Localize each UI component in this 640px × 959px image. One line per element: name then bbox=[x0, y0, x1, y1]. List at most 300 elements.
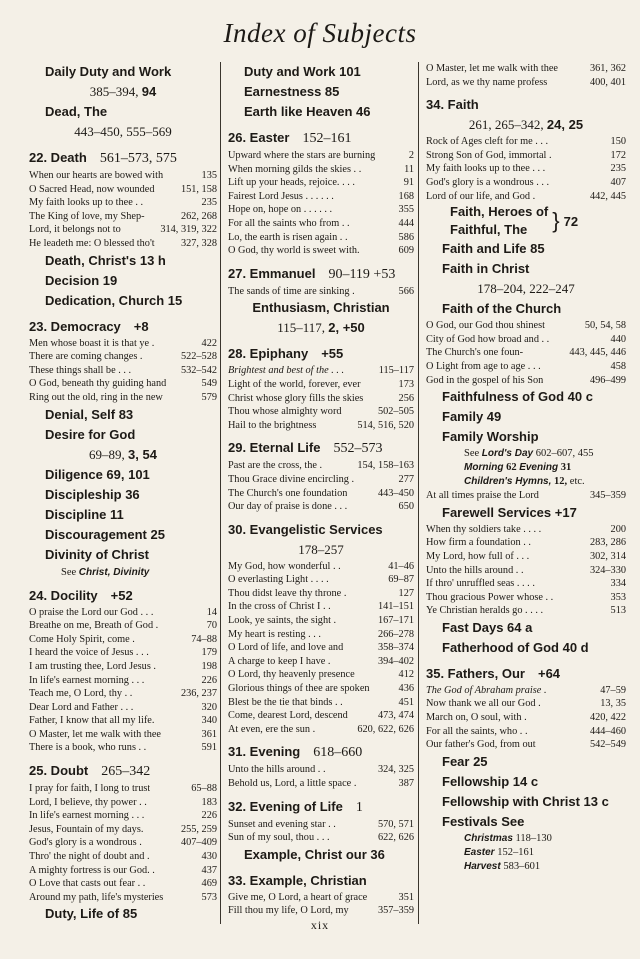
see-reference bbox=[29, 565, 217, 580]
hymn-entry bbox=[228, 573, 414, 587]
hymn-pages: 314, 319, 322 bbox=[160, 224, 217, 236]
hymn-entry bbox=[29, 633, 217, 647]
index-heading: Fatherhood of God 40 d bbox=[442, 639, 589, 655]
section-label: 33. Example, Christian bbox=[228, 872, 367, 888]
page-ranges bbox=[29, 82, 217, 102]
hymn-first-line: O Sacred Head, now wounded bbox=[29, 183, 155, 195]
hymn-pages: 407–409 bbox=[180, 837, 217, 849]
hymn-pages: 650 bbox=[398, 501, 414, 513]
ref-title: Harvest bbox=[464, 860, 501, 872]
hymn-pages: 2 bbox=[408, 150, 414, 161]
hymn-first-line: For all the saints, who . . bbox=[426, 725, 528, 737]
hymn-first-line: He leadeth me: O blessed tho't bbox=[29, 237, 155, 249]
ref-text: See bbox=[464, 448, 482, 460]
ref-title: Morning bbox=[464, 462, 504, 474]
hymn-first-line: Dear Lord and Father . . . bbox=[29, 701, 134, 713]
hymn-entry bbox=[29, 836, 217, 850]
hymn-first-line: O God, beneath thy guiding hand bbox=[29, 378, 167, 390]
hymn-entry bbox=[426, 149, 626, 163]
index-heading: Faith in Christ bbox=[442, 261, 530, 277]
hymn-pages: 320 bbox=[201, 701, 217, 713]
hymn-entry bbox=[426, 62, 626, 76]
hymn-entry bbox=[228, 723, 414, 737]
index-heading: Duty and Work 101 bbox=[244, 64, 361, 79]
hymn-pages: 168 bbox=[398, 190, 414, 202]
hymn-pages: 13, 35 bbox=[600, 698, 626, 710]
hymn-first-line: For all the saints who from . . bbox=[228, 217, 350, 229]
sub-reference bbox=[426, 447, 626, 461]
section-heading bbox=[29, 586, 217, 606]
hymn-first-line: O Lord of life, and love and bbox=[228, 642, 344, 654]
hymn-pages: 361, 362 bbox=[589, 63, 626, 74]
hymn-pages: 496–499 bbox=[589, 374, 626, 386]
hymn-first-line: Men whose boast it is that ye . bbox=[29, 337, 155, 349]
section-label: 32. Evening of Life bbox=[228, 798, 343, 814]
index-heading: Faith of the Church bbox=[442, 301, 562, 317]
hymn-pages: 345–359 bbox=[589, 490, 626, 502]
section-heading bbox=[29, 148, 217, 169]
hymn-pages: 150 bbox=[610, 136, 626, 148]
range-text: 443–450, 555–569 bbox=[74, 124, 172, 139]
hymn-first-line: There is a book, who runs . . bbox=[29, 742, 147, 754]
range-text: 178–204, 222–247 bbox=[477, 281, 575, 297]
hymn-entry bbox=[426, 725, 626, 739]
hymn-pages: 69–87 bbox=[388, 574, 414, 586]
hymn-entry bbox=[228, 655, 414, 669]
hymn-entry bbox=[228, 763, 414, 777]
ref-title: Evening bbox=[519, 462, 559, 474]
hymn-pages: 47–59 bbox=[600, 684, 626, 696]
hymn-entry bbox=[228, 614, 414, 628]
index-heading: Fear 25 bbox=[442, 753, 488, 769]
section-range: 265–342 bbox=[101, 764, 151, 780]
hymn-entry bbox=[29, 350, 217, 364]
ref-title: Lord's Day bbox=[481, 448, 534, 460]
section-heading bbox=[29, 317, 217, 337]
hymn-entry bbox=[228, 600, 414, 614]
hymn-first-line: My God, how wonderful . . bbox=[228, 560, 341, 572]
hymn-pages: 542–549 bbox=[589, 739, 626, 751]
hymn-pages: 91 bbox=[403, 177, 414, 189]
hymn-entry bbox=[228, 149, 414, 163]
hymn-entry bbox=[29, 337, 217, 351]
section-heading bbox=[228, 438, 414, 459]
hymn-pages: 437 bbox=[201, 864, 217, 876]
hymn-first-line: There are coming changes . bbox=[29, 351, 143, 363]
hymn-entry bbox=[29, 823, 217, 837]
hymn-pages: 473, 474 bbox=[377, 710, 414, 722]
hymn-pages: 394–402 bbox=[377, 655, 414, 667]
index-heading: Dedication, Church 15 bbox=[45, 292, 183, 308]
section-label: 23. Democracy bbox=[29, 318, 121, 334]
sub-reference bbox=[426, 475, 626, 489]
hymn-entry bbox=[426, 684, 626, 698]
hymn-number: 24, 25 bbox=[546, 117, 584, 133]
hymn-first-line: O Light from age to age . . . bbox=[426, 360, 541, 372]
brace-icon: } bbox=[552, 208, 560, 234]
hymn-number: 2, +50 bbox=[328, 320, 365, 336]
ref-text: 118–130 bbox=[512, 832, 552, 844]
hymn-entry bbox=[29, 183, 217, 197]
hymn-first-line: When our hearts are bowed with bbox=[29, 170, 164, 181]
hymn-first-line: Upward where the stars are burning bbox=[228, 150, 376, 161]
hymn-pages: 442, 445 bbox=[589, 190, 626, 202]
hymn-entry bbox=[426, 176, 626, 190]
hymn-first-line: Past are the cross, the . bbox=[228, 460, 323, 472]
hymn-pages: 440 bbox=[610, 333, 626, 345]
hymn-pages: 277 bbox=[398, 473, 414, 485]
hymn-first-line: Christ whose glory fills the skies bbox=[228, 392, 364, 404]
hymn-pages: 65–88 bbox=[191, 783, 217, 795]
hymn-entry bbox=[426, 360, 626, 374]
index-heading: Dead, The bbox=[45, 104, 108, 119]
index-heading: Farewell Services +17 bbox=[442, 504, 577, 520]
see-target: Christ, Divinity bbox=[78, 566, 150, 578]
section-range: 152–161 bbox=[302, 131, 352, 146]
hymn-pages: 11 bbox=[404, 163, 414, 175]
hymn-pages: 387 bbox=[398, 778, 414, 789]
hymn-pages: 620, 622, 626 bbox=[357, 723, 414, 735]
page-number: xix bbox=[310, 918, 330, 932]
hymn-first-line: How firm a foundation . . bbox=[426, 537, 531, 549]
hymn-pages: 183 bbox=[201, 796, 217, 808]
section-heading bbox=[228, 797, 414, 818]
section-heading bbox=[228, 871, 414, 891]
section-label: 31. Evening bbox=[228, 744, 301, 760]
hymn-entry bbox=[228, 285, 414, 299]
range-text: 385–394, bbox=[89, 84, 139, 99]
hymn-first-line: City of God how broad and . . bbox=[426, 333, 550, 345]
hymn-first-line: Lord, it belongs not to bbox=[29, 224, 121, 236]
section-label: 25. Doubt bbox=[29, 763, 89, 779]
sub-reference bbox=[426, 832, 626, 846]
hymn-entry bbox=[29, 741, 217, 755]
hymn-first-line: O Master, let me walk with thee bbox=[426, 63, 558, 74]
hymn-first-line: O Master, let me walk with thee bbox=[29, 728, 161, 740]
hymn-first-line: O Lord, thy heavenly presence bbox=[228, 669, 355, 681]
hymn-entry bbox=[426, 550, 626, 564]
hymn-first-line: I am trusting thee, Lord Jesus . bbox=[29, 660, 156, 672]
hymn-entry bbox=[228, 560, 414, 574]
index-heading: Faith, Heroes of bbox=[450, 204, 549, 220]
sub-reference bbox=[426, 860, 626, 874]
hymn-entry bbox=[426, 346, 626, 360]
hymn-first-line: My Lord, how full of . . . bbox=[426, 550, 530, 562]
hymn-entry bbox=[228, 709, 414, 723]
hymn-pages: 50, 54, 58 bbox=[584, 320, 626, 332]
hymn-pages: 173 bbox=[398, 378, 414, 390]
hymn-first-line: Strong Son of God, immortal . bbox=[426, 149, 552, 161]
hymn-entry bbox=[426, 135, 626, 149]
hymn-pages: 513 bbox=[610, 605, 626, 617]
hymn-first-line: Sunset and evening star . . bbox=[228, 818, 336, 830]
hymn-entry bbox=[228, 696, 414, 710]
hymn-entry bbox=[29, 646, 217, 660]
hymn-pages: 172 bbox=[610, 149, 626, 161]
hymn-first-line: Glorious things of thee are spoken bbox=[228, 683, 370, 695]
hymn-pages: 334 bbox=[610, 578, 626, 590]
hymn-pages: 353 bbox=[610, 591, 626, 603]
hymn-pages: 151, 158 bbox=[180, 183, 217, 195]
hymn-entry bbox=[426, 536, 626, 550]
hymn-first-line: O praise the Lord our God . . . bbox=[29, 606, 154, 618]
hymn-pages: 351 bbox=[398, 891, 414, 903]
hymn-entry bbox=[426, 523, 626, 537]
range-text: 178–257 bbox=[298, 541, 344, 557]
hymn-first-line: At even, ere the sun . bbox=[228, 723, 316, 735]
hymn-pages: 179 bbox=[201, 647, 217, 659]
hymn-entry bbox=[29, 210, 217, 224]
hymn-pages: 135 bbox=[201, 170, 217, 181]
hymn-first-line: Behold us, Lord, a little space . bbox=[228, 778, 357, 789]
hymn-first-line: Brightest and best of the . . . bbox=[228, 365, 345, 377]
index-heading: Faith and Life 85 bbox=[442, 241, 545, 257]
section-range: 618–660 bbox=[313, 745, 363, 761]
hymn-pages: 41–46 bbox=[388, 560, 414, 572]
hymn-entry bbox=[426, 319, 626, 333]
hymn-first-line: Thou gracious Power whose . . bbox=[426, 591, 554, 603]
hymn-entry bbox=[29, 782, 217, 796]
hymn-pages: 358–374 bbox=[377, 642, 414, 654]
section-heading bbox=[29, 761, 217, 782]
hymn-entry bbox=[29, 864, 217, 878]
hymn-first-line: In life's earnest morning . . . bbox=[29, 674, 145, 686]
hymn-pages: 226 bbox=[201, 810, 217, 822]
index-heading: Discipline 11 bbox=[45, 506, 124, 522]
hymn-entry bbox=[228, 419, 414, 433]
hymn-entry bbox=[228, 904, 414, 918]
hymn-first-line: The sands of time are sinking . bbox=[228, 285, 355, 297]
hymn-entry bbox=[228, 628, 414, 642]
ref-number: 62 bbox=[503, 462, 520, 474]
hymn-pages: 324–330 bbox=[589, 564, 626, 576]
index-heading: Diligence 69, 101 bbox=[45, 466, 150, 482]
section-label: 35. Fathers, Our bbox=[426, 665, 525, 681]
bracketed-headings bbox=[426, 203, 626, 239]
page-ranges bbox=[29, 445, 217, 465]
hymn-pages: 430 bbox=[201, 851, 217, 863]
hymn-pages: 236, 237 bbox=[180, 688, 217, 700]
hymn-pages: 340 bbox=[201, 715, 217, 727]
column-rule bbox=[418, 62, 419, 924]
ref-title: Easter bbox=[464, 846, 495, 858]
hymn-pages: 255, 259 bbox=[180, 823, 217, 835]
section-range: +64 bbox=[537, 665, 561, 681]
hymn-first-line: A mighty fortress is our God. . bbox=[29, 864, 155, 876]
section-range: +8 bbox=[133, 318, 149, 334]
hymn-pages: 127 bbox=[398, 587, 414, 599]
section-range: 552–573 bbox=[333, 441, 383, 457]
index-heading: Denial, Self 83 bbox=[45, 406, 134, 422]
hymn-first-line: Lift up your heads, rejoice. . . . bbox=[228, 177, 355, 189]
hymn-entry bbox=[426, 374, 626, 388]
hymn-first-line: Light of the world, forever, ever bbox=[228, 378, 361, 390]
hymn-first-line: Thou Grace divine encircling . bbox=[228, 473, 355, 485]
hymn-first-line: Father, I know that all my life. bbox=[29, 715, 155, 727]
hymn-first-line: Breathe on me, Breath of God . bbox=[29, 620, 159, 632]
hymn-first-line: Thou didst leave thy throne . bbox=[228, 587, 347, 599]
hymn-entry bbox=[29, 619, 217, 633]
hymn-pages: 622, 626 bbox=[377, 832, 414, 844]
hymn-first-line: March on, O soul, with . bbox=[426, 712, 527, 724]
hymn-pages: 302, 314 bbox=[589, 550, 626, 562]
hymn-first-line: The Church's one foun- bbox=[426, 347, 524, 359]
hymn-first-line: Lord, as we thy name profess bbox=[426, 76, 548, 88]
hymn-entry bbox=[29, 809, 217, 823]
page-ranges bbox=[228, 318, 414, 338]
hymn-first-line: Unto the hills around . . bbox=[426, 564, 524, 576]
hymn-pages: 444 bbox=[398, 217, 414, 229]
ref-text: 583–601 bbox=[500, 860, 541, 872]
hymn-entry bbox=[228, 818, 414, 832]
index-heading: Desire for God bbox=[45, 426, 136, 442]
hymn-first-line: If thro' unruffled seas . . . . bbox=[426, 578, 535, 590]
section-heading bbox=[426, 664, 626, 684]
hymn-entry bbox=[29, 237, 217, 251]
hymn-first-line: Come Holy Spirit, come . bbox=[29, 633, 135, 645]
hymn-first-line: Jesus, Fountain of my days. bbox=[29, 823, 144, 835]
index-heading: Daily Duty and Work bbox=[45, 64, 172, 79]
section-range: +55 bbox=[321, 346, 344, 362]
hymn-pages: 200 bbox=[610, 523, 626, 535]
hymn-first-line: The God of Abraham praise . bbox=[426, 684, 547, 696]
hymn-entry bbox=[29, 796, 217, 810]
hymn-first-line: In the cross of Christ I . . bbox=[228, 601, 331, 613]
hymn-entry bbox=[228, 587, 414, 601]
hymn-pages: 436 bbox=[398, 683, 414, 695]
hymn-entry bbox=[228, 378, 414, 392]
hymn-first-line: Our day of praise is done . . . bbox=[228, 501, 348, 513]
hymn-first-line: Our father's God, from out bbox=[426, 739, 536, 751]
hymn-entry bbox=[228, 392, 414, 406]
hymn-entry bbox=[426, 333, 626, 347]
hymn-first-line: The King of love, my Shep- bbox=[29, 210, 145, 222]
hymn-pages: 502–505 bbox=[377, 406, 414, 418]
section-label: 24. Docility bbox=[29, 587, 98, 603]
hymn-pages: 355 bbox=[398, 204, 414, 216]
hymn-entry bbox=[228, 682, 414, 696]
index-column-1 bbox=[29, 62, 217, 924]
section-heading bbox=[228, 742, 414, 763]
hymn-pages: 256 bbox=[398, 392, 414, 404]
hymn-first-line: My faith looks up to thee . . bbox=[29, 197, 144, 209]
hymn-pages: 469 bbox=[201, 878, 217, 890]
column-rule bbox=[220, 62, 221, 924]
hymn-first-line: Hope on, hope on . . . . . . bbox=[228, 204, 333, 216]
ref-number: 12, bbox=[551, 476, 568, 488]
hymn-pages: 70 bbox=[206, 620, 217, 632]
hymn-entry bbox=[29, 728, 217, 742]
hymn-first-line: My faith looks up to thee . . . bbox=[426, 163, 546, 175]
hymn-first-line: At all times praise the Lord bbox=[426, 490, 539, 502]
hymn-first-line: Teach me, O Lord, thy . . bbox=[29, 688, 133, 700]
section-heading bbox=[228, 520, 414, 540]
hymn-entry bbox=[29, 687, 217, 701]
hymn-first-line: Sun of my soul, thou . . . bbox=[228, 832, 330, 844]
hymn-pages: 458 bbox=[610, 360, 626, 372]
hymn-entry bbox=[426, 564, 626, 578]
hymn-entry bbox=[228, 500, 414, 514]
page-ranges bbox=[228, 540, 414, 560]
hymn-pages: 74–88 bbox=[191, 633, 217, 645]
hymn-pages: 591 bbox=[201, 742, 217, 754]
hymn-number: 94 bbox=[141, 84, 157, 99]
section-label: 34. Faith bbox=[426, 97, 479, 113]
ref-text: 602–607, 455 bbox=[533, 448, 594, 460]
hymn-pages: 327, 328 bbox=[180, 237, 217, 249]
index-heading: Faithful, The bbox=[450, 222, 528, 238]
hymn-entry bbox=[426, 489, 626, 503]
index-heading: Earnestness 85 bbox=[244, 84, 340, 99]
ref-number: 31 bbox=[558, 462, 572, 474]
hymn-first-line: Hail to the brightness bbox=[228, 419, 317, 431]
hymn-first-line: Come, dearest Lord, descend bbox=[228, 710, 348, 722]
hymn-first-line: A charge to keep I have . bbox=[228, 655, 331, 667]
hymn-entry bbox=[29, 877, 217, 891]
hymn-first-line: In life's earnest morning . . . bbox=[29, 810, 145, 822]
hymn-entry bbox=[29, 701, 217, 715]
section-label: 26. Easter bbox=[228, 130, 290, 145]
hymn-entry bbox=[29, 714, 217, 728]
hymn-entry bbox=[228, 891, 414, 905]
index-heading: Fast Days 64 a bbox=[442, 619, 533, 635]
hymn-pages: 361 bbox=[201, 728, 217, 740]
section-heading bbox=[228, 264, 414, 285]
hymn-first-line: I pray for faith, I long to trust bbox=[29, 783, 151, 795]
hymn-first-line: Look, ye saints, the sight . bbox=[228, 615, 337, 627]
section-heading bbox=[228, 128, 414, 149]
hymn-first-line: Thro' the night of doubt and . bbox=[29, 851, 150, 863]
range-text: 115–117, bbox=[277, 320, 326, 336]
section-heading bbox=[426, 95, 626, 115]
hymn-first-line: I heard the voice of Jesus . . . bbox=[29, 647, 149, 659]
section-range: +52 bbox=[110, 587, 133, 603]
ref-title: Christmas bbox=[464, 832, 513, 844]
hymn-pages: 522–528 bbox=[180, 351, 217, 363]
bracket-names bbox=[450, 203, 548, 239]
hymn-pages: 14 bbox=[206, 606, 217, 618]
hymn-first-line: The Church's one foundation bbox=[228, 487, 348, 499]
index-heading: Family 49 bbox=[442, 409, 502, 425]
hymn-pages: 115–117 bbox=[378, 365, 414, 377]
hymn-first-line: Give me, O Lord, a heart of grace bbox=[228, 891, 368, 903]
hymn-first-line: Lo, the earth is risen again . . bbox=[228, 231, 348, 243]
sub-reference bbox=[426, 846, 626, 860]
index-heading: Duty, Life of 85 bbox=[45, 906, 138, 922]
hymn-first-line: When thy soldiers take . . . . bbox=[426, 523, 542, 535]
hymn-pages: 357–359 bbox=[377, 905, 414, 917]
range-text: 261, 265–342, bbox=[468, 117, 544, 133]
hymn-pages: 235 bbox=[610, 163, 626, 175]
hymn-pages: 422 bbox=[201, 337, 217, 349]
hymn-entry bbox=[228, 777, 414, 791]
see-prefix: See bbox=[61, 566, 79, 578]
hymn-entry bbox=[29, 606, 217, 620]
hymn-entry bbox=[228, 668, 414, 682]
hymn-first-line: O Love that casts out fear . . bbox=[29, 878, 146, 890]
hymn-pages: 141–151 bbox=[377, 601, 414, 613]
hymn-first-line: Thou whose almighty word bbox=[228, 406, 342, 418]
index-heading: Death, Christ's 13 h bbox=[45, 252, 166, 268]
ref-text: etc. bbox=[567, 476, 585, 488]
index-heading: Fellowship with Christ 13 c bbox=[442, 793, 609, 809]
section-range: 561–573, 575 bbox=[99, 151, 177, 166]
hymn-first-line: Fill thou my life, O Lord, my bbox=[228, 905, 349, 917]
hymn-pages: 324, 325 bbox=[377, 764, 414, 776]
hymn-entry bbox=[29, 364, 217, 378]
page-ranges bbox=[426, 115, 626, 135]
hymn-pages: 198 bbox=[201, 660, 217, 672]
